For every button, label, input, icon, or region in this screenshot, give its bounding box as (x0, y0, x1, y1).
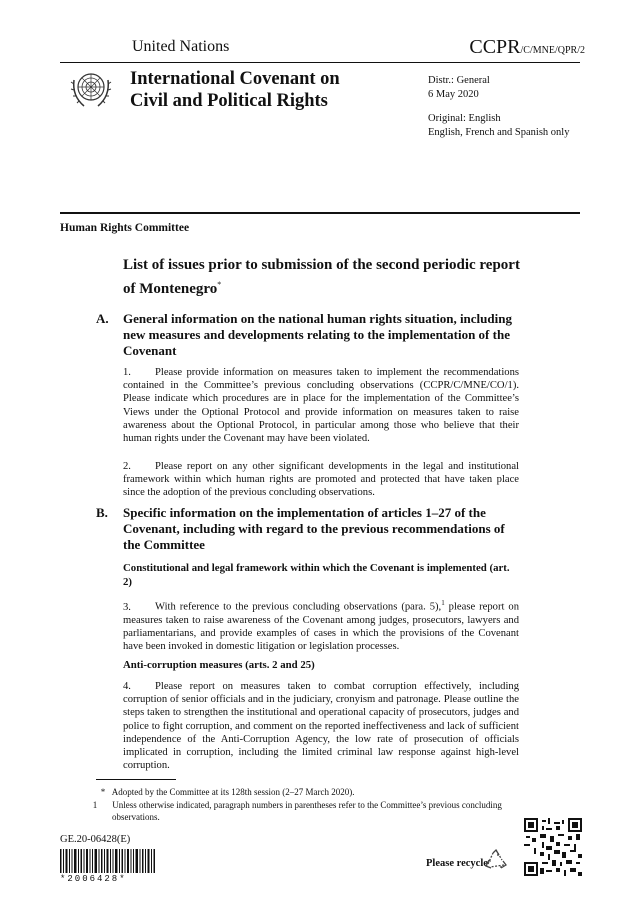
paragraph-text: Please provide information on measures taken to implement the recommendations contained in the Committee’s previous concluding observations (CCPR/C/MNE/CO/1). Please indicate which procedures are in place for the implementation of the Committee’s Views under the Optional Protocol and provide information on measures taken to raise awareness about the Optional Protocol, in particular among those who believe that their human rights under the Covenant may have been violated. (123, 367, 519, 445)
job-number: GE.20-06428(E) (60, 834, 131, 845)
un-emblem-icon (68, 66, 114, 112)
document-symbol (330, 36, 585, 62)
committee-name: Human Rights Committee (60, 222, 190, 234)
treaty-title-line-2: Civil and Political Rights (130, 91, 328, 111)
paragraph-1 (123, 366, 519, 445)
recycle-icon (484, 848, 508, 872)
symbol-suffix: /C/MNE/QPR/2 (520, 45, 585, 56)
section-b-title: Specific information on the implementation of articles 1–27 of the Covenant, including with regard to the previous recommendations of the Committee (123, 505, 505, 552)
footnote-mark: 1 (92, 800, 98, 810)
recycle-label: Please recycle (426, 858, 488, 869)
paragraph-3 (123, 597, 519, 653)
header-divider (60, 212, 580, 214)
distribution: Distr.: General (428, 75, 490, 86)
title-footnote-mark: * (217, 280, 222, 289)
footnote-text: Adopted by the Committee at its 128th session (2–27 March 2020). (111, 787, 355, 797)
paragraph-2 (123, 460, 519, 500)
paragraph-number: 4. (123, 681, 131, 692)
original-language: Original: English (428, 113, 501, 124)
languages: English, French and Spanish only (428, 127, 570, 138)
paragraph-text: Please report on measures taken to combat corruption effectively, including corruption of senior officials and in the judiciary, cronyism and patronage. Please outline the steps taken to strengthen the institutional and operational capacity of prosecutors, judges and police to fight corruption, and comment on the reported ineffectiveness and lack of sufficient independence of the Anti-Corruption Agency, the low rate of prosecution of officials implicated in corruption, including the limited criminal law response against high-level corruption. (123, 681, 519, 772)
document-date: 6 May 2020 (428, 89, 479, 100)
footnote-mark: * (100, 787, 106, 797)
document-title-text: List of issues prior to submission of the second periodic report of Montenegro (123, 257, 520, 297)
footnote-rule (96, 779, 176, 780)
section-b-letter: B. (96, 505, 108, 520)
barcode-icon (60, 849, 156, 873)
paragraph-number: 3. (123, 601, 131, 613)
barcode-text: *2006428* (60, 874, 127, 884)
language-block (428, 112, 569, 140)
paragraph-text-end: please report on measures taken to raise awareness of the Covenant among judges, prosecutors, lawyers and parliamentarians, and provide examples of cases in which the provisions of the Covenant have been invoked in domestic litigation or legislation processes. (123, 601, 519, 653)
paragraph-text: Please report on any other significant developments in the legal and institutional framework within which human rights are promoted and protected that have taken place since the adoption of the previous concluding observations. (123, 461, 519, 499)
org-name: United Nations (132, 38, 230, 55)
treaty-title (130, 68, 390, 112)
paragraph-4 (123, 680, 519, 772)
treaty-title-line-1: International Covenant on (130, 69, 340, 89)
footnote-text: Unless otherwise indicated, paragraph numbers in parentheses refer to the Committee’s previous concluding observations. (112, 800, 502, 822)
paragraph-number: 2. (123, 461, 131, 472)
masthead-rule (60, 62, 580, 63)
paragraph-text-start: With reference to the previous concluding observations (para. 5), (155, 601, 442, 613)
footnote-1 (96, 786, 516, 798)
subheading-anti-corruption: Anti-corruption measures (arts. 2 and 25) (123, 659, 315, 671)
section-a-title: General information on the national human rights situation, including new measures and developments relating to the implementation of the Covenant (123, 311, 512, 358)
distribution-block (428, 74, 490, 102)
subheading-constitutional-framework: Constitutional and legal framework within which the Covenant is implemented (art. 2) (123, 562, 510, 588)
document-title (123, 256, 523, 299)
symbol-main: CCPR (469, 36, 521, 58)
footnote-reference: 1 (441, 599, 445, 607)
paragraph-number: 1. (123, 367, 131, 378)
footnote-2 (92, 799, 532, 823)
section-a-letter: A. (96, 311, 109, 326)
qr-code-icon (524, 818, 582, 876)
